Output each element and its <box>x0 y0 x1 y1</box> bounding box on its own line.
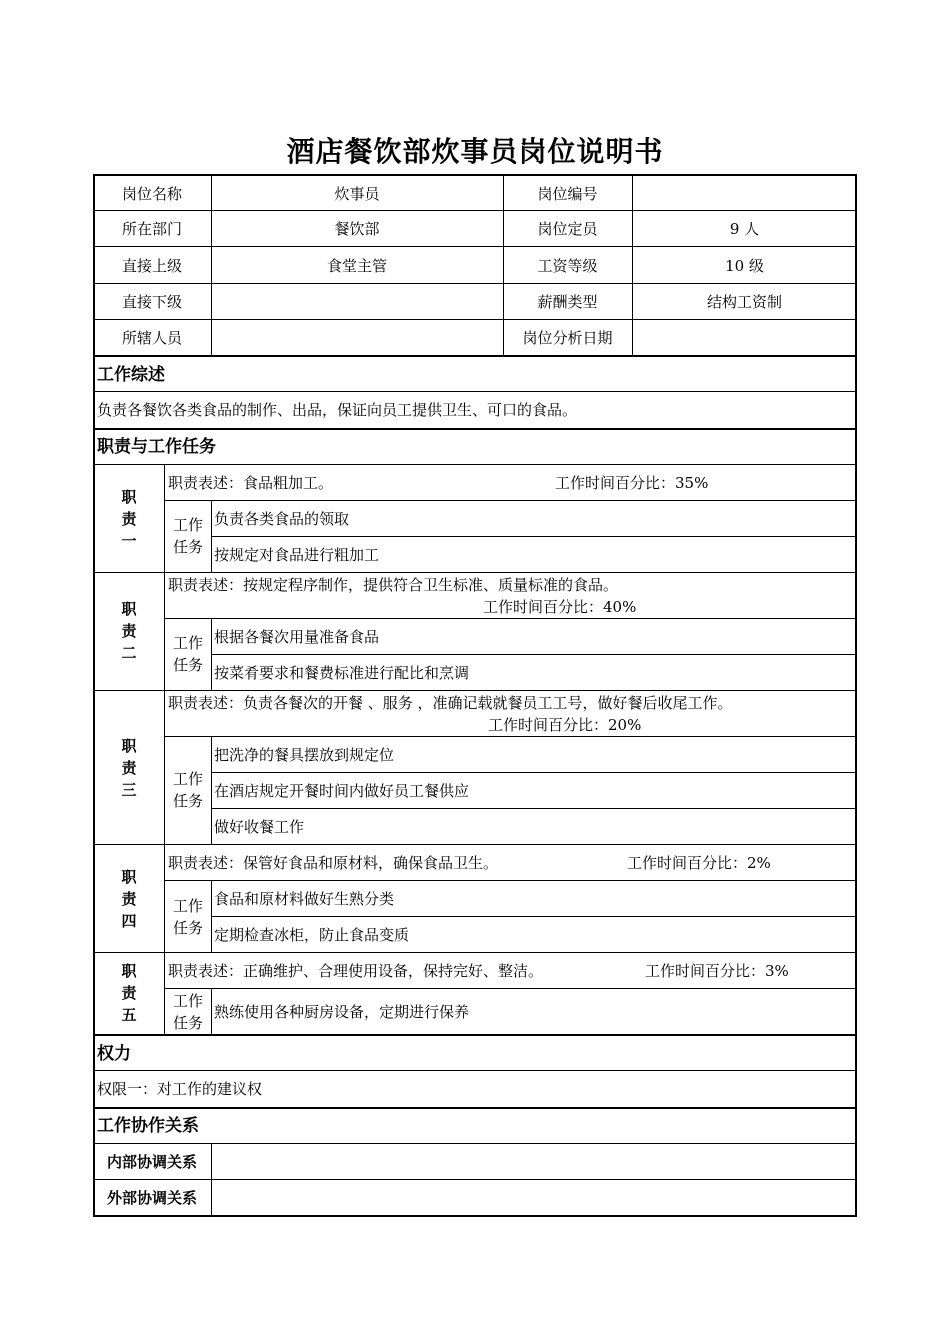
duty-desc: 职责表述：负责各餐次的开餐 、服务 ，准确记载就餐员工工号，做好餐后收尾工作。 <box>168 694 733 712</box>
info-label: 岗位名称 <box>121 185 182 203</box>
duty-time: 工作时间百分比：2% <box>627 854 771 872</box>
info-label: 直接下级 <box>121 293 182 311</box>
info-label: 工资等级 <box>537 257 598 275</box>
task-label: 工作任务 <box>172 770 203 810</box>
task-item: 食品和原材料做好生熟分类 <box>214 890 395 908</box>
info-value: 结构工资制 <box>706 293 782 311</box>
task-item: 把洗净的餐具摆放到规定位 <box>214 746 395 764</box>
task-item: 按规定对食品进行粗加工 <box>214 546 380 564</box>
authority-text: 权限一：对工作的建议权 <box>97 1080 263 1098</box>
task-item: 做好收餐工作 <box>214 818 305 836</box>
duty-time: 工作时间百分比：35% <box>555 474 709 492</box>
internal-relations-label: 内部协调关系 <box>106 1153 197 1171</box>
duty-time: 工作时间百分比：40% <box>483 598 637 616</box>
task-item: 根据各餐次用量准备食品 <box>214 628 380 646</box>
info-value: 10 级 <box>725 257 764 275</box>
authority-heading: 权力 <box>97 1044 131 1064</box>
task-label: 工作任务 <box>172 634 203 674</box>
task-label: 工作任务 <box>172 516 203 556</box>
duty-label: 职责三 <box>121 737 137 799</box>
task-label: 工作任务 <box>172 897 203 937</box>
task-item: 负责各类食品的领取 <box>214 510 350 528</box>
info-label: 所辖人员 <box>121 329 182 347</box>
duty-desc: 职责表述：食品粗加工。 <box>168 474 334 492</box>
info-label: 所在部门 <box>121 220 182 238</box>
duty-label: 职责五 <box>121 962 137 1024</box>
task-item: 在酒店规定开餐时间内做好员工餐供应 <box>214 782 470 800</box>
task-label: 工作任务 <box>172 992 203 1032</box>
info-value: 餐饮部 <box>334 220 380 238</box>
task-item: 熟练使用各种厨房设备，定期进行保养 <box>214 1003 470 1021</box>
duty-time: 工作时间百分比：20% <box>488 716 642 734</box>
duty-label: 职责一 <box>121 488 137 550</box>
task-item: 定期检查冰柜，防止食品变质 <box>214 926 410 944</box>
external-relations-label: 外部协调关系 <box>106 1189 197 1207</box>
duty-time: 工作时间百分比：3% <box>645 962 789 980</box>
info-value: 食堂主管 <box>326 257 387 275</box>
document-title: 酒店餐饮部炊事员岗位说明书 <box>286 135 664 168</box>
duty-label: 职责四 <box>121 868 137 930</box>
info-label: 岗位分析日期 <box>522 329 613 347</box>
info-label: 岗位定员 <box>537 220 598 238</box>
overview-text: 负责各餐饮各类食品的制作、出品，保证向员工提供卫生、可口的食品。 <box>97 401 578 419</box>
duty-label: 职责二 <box>121 600 137 662</box>
duty-desc: 职责表述：保管好食品和原材料，确保食品卫生。 <box>168 854 499 872</box>
info-value: 炊事员 <box>334 185 380 203</box>
relations-heading: 工作协作关系 <box>97 1116 199 1136</box>
info-label: 薪酬类型 <box>537 293 598 311</box>
duty-desc: 职责表述：正确维护、合理使用设备，保持完好、整洁。 <box>168 962 544 980</box>
overview-heading: 工作综述 <box>97 365 165 385</box>
duty-desc: 职责表述：按规定程序制作，提供符合卫生标准、质量标准的食品。 <box>168 576 619 594</box>
info-label: 岗位编号 <box>537 185 598 203</box>
task-item: 按菜肴要求和餐费标准进行配比和烹调 <box>214 664 470 682</box>
duties-heading: 职责与工作任务 <box>97 437 216 457</box>
info-label: 直接上级 <box>121 257 182 275</box>
info-value: 9 人 <box>729 220 760 238</box>
